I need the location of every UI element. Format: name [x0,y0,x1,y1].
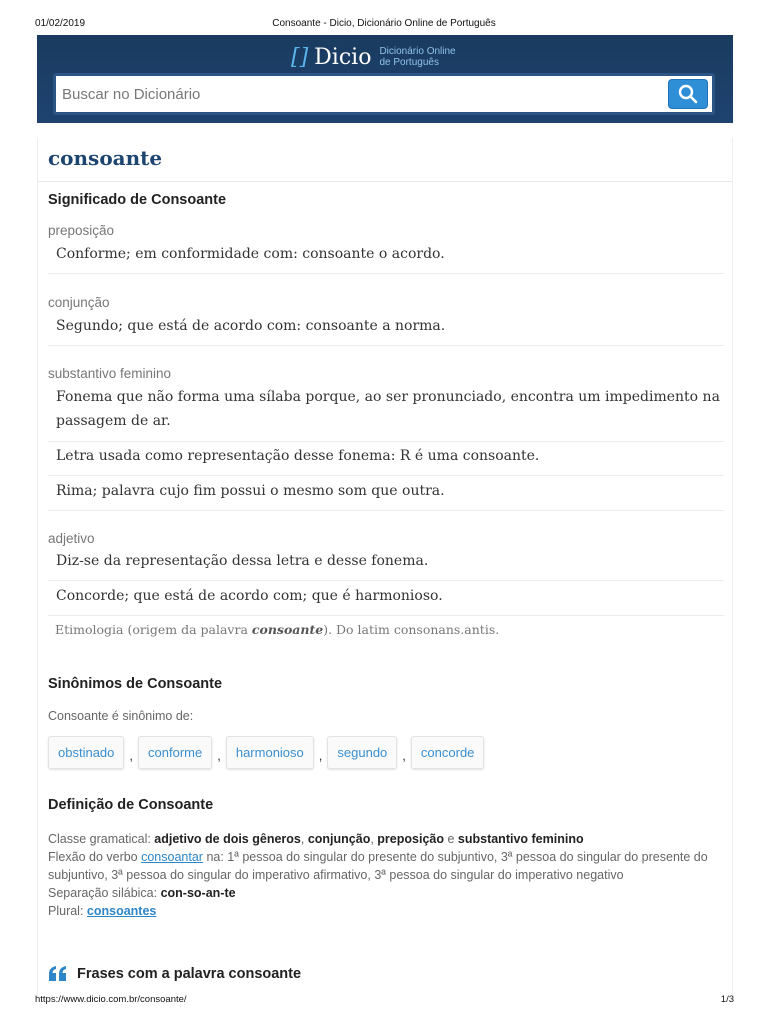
verb-flexion-row [48,848,724,884]
separator: , [318,748,323,763]
pos-label: conjunção [48,295,110,310]
phrases-heading: Frases com a palavra consoante [77,966,302,982]
etymology-prefix: Etimologia (origem da palavra [55,622,252,637]
grammar-class-label: Classe gramatical: [48,832,155,846]
plural-link[interactable]: consoantes [86,904,157,918]
definition-item: Diz-se da representação dessa letra e desse fonema. [56,553,429,569]
print-url: https://www.dicio.com.br/consoante/ [35,994,187,1005]
masthead [37,35,733,123]
synonym-link[interactable]: obstinado [48,736,124,769]
etymology-suffix: ). Do latim consonans.antis. [323,622,500,637]
syllable-value: con-so-an-te [160,886,236,900]
syllable-label: Separação silábica: [48,886,161,900]
separator: , [402,748,406,763]
synonyms-intro: Consoante é sinônimo de: [48,709,194,723]
synonym-link[interactable]: harmonioso [226,736,314,769]
definition-details [48,830,724,920]
print-title: Consoante - Dicio, Dicionário Online de Português [272,18,496,29]
flexion-label: Flexão do verbo [48,850,142,864]
definition-item: Conforme; em conformidade com: consoante o acordo. [56,246,445,262]
logo-sub-line1: Dicionário Online [379,46,456,57]
divider [38,181,732,182]
synonym-link[interactable]: conforme [138,736,212,769]
search-icon [678,84,698,104]
grammar-class-3: preposição [377,832,444,846]
synonym-list [48,736,484,769]
separator: , [129,748,134,763]
print-page-number: 1/3 [720,994,734,1005]
plural-label: Plural: [48,904,87,918]
grammar-class-2: conjunção [307,832,371,846]
synonym-link[interactable]: segundo [327,736,397,769]
search-input[interactable] [62,78,652,110]
phrases-section [48,966,301,982]
definition-item: Rima; palavra cujo fim possui o mesmo som que outra. [56,483,445,499]
divider [48,510,724,511]
search-bar [53,73,715,115]
page-title: consoante [48,146,163,170]
definition-item: Concorde; que está de acordo com; que é harmonioso. [56,588,443,604]
etymology-word: consoante [251,622,324,637]
comma: , [370,832,378,846]
conjunction: e [443,832,458,846]
definition-heading: Definição de Consoante [48,797,214,813]
pos-label: substantivo feminino [48,366,172,381]
logo-sub-line2: de Português [379,57,439,68]
grammar-class-1: adjetivo de dois gêneros [154,832,301,846]
logo-mark: [] [291,44,309,70]
print-header [0,0,768,34]
definition-item: Letra usada como representação desse fonema: R é uma consoante. [56,448,540,464]
syllable-row [48,884,724,902]
divider [48,580,724,581]
grammar-class-row [48,830,724,848]
flexion-text: na: 1ª pessoa do singular do presente do subjuntivo, 3ª pessoa do singular do presente do subjuntivo, 3ª pessoa do singular do imperativo afirmativo, 3ª pessoa do singular do imperativo negativo [48,850,708,882]
divider [48,273,724,274]
divider [48,345,724,346]
synonyms-heading: Sinônimos de Consoante [48,676,223,692]
search-button[interactable] [668,79,708,109]
verb-link[interactable]: consoantar [141,850,203,864]
logo-name: Dicio [314,44,372,70]
plural-row [48,902,724,920]
main-content [37,138,733,998]
meaning-heading: Significado de Consoante [48,192,227,208]
etymology [55,622,499,637]
pos-label: adjetivo [48,531,95,546]
grammar-class-4: substantivo feminino [457,832,584,846]
synonym-link[interactable]: concorde [411,736,484,769]
divider [48,441,724,442]
divider [48,615,724,616]
comma: , [300,832,308,846]
logo-subtitle [379,46,455,68]
definition-item: Fonema que não forma uma sílaba porque, ao ser pronunciado, encontra um impedimento na passagem de ar. [56,389,720,429]
pos-label: preposição [48,223,115,238]
definition-item: Segundo; que está de acordo com: consoante a norma. [56,318,446,334]
divider [48,475,724,476]
print-date: 01/02/2019 [35,18,86,29]
quote-icon [48,966,68,982]
separator: , [217,748,221,763]
dicio-logo[interactable] [291,42,456,72]
